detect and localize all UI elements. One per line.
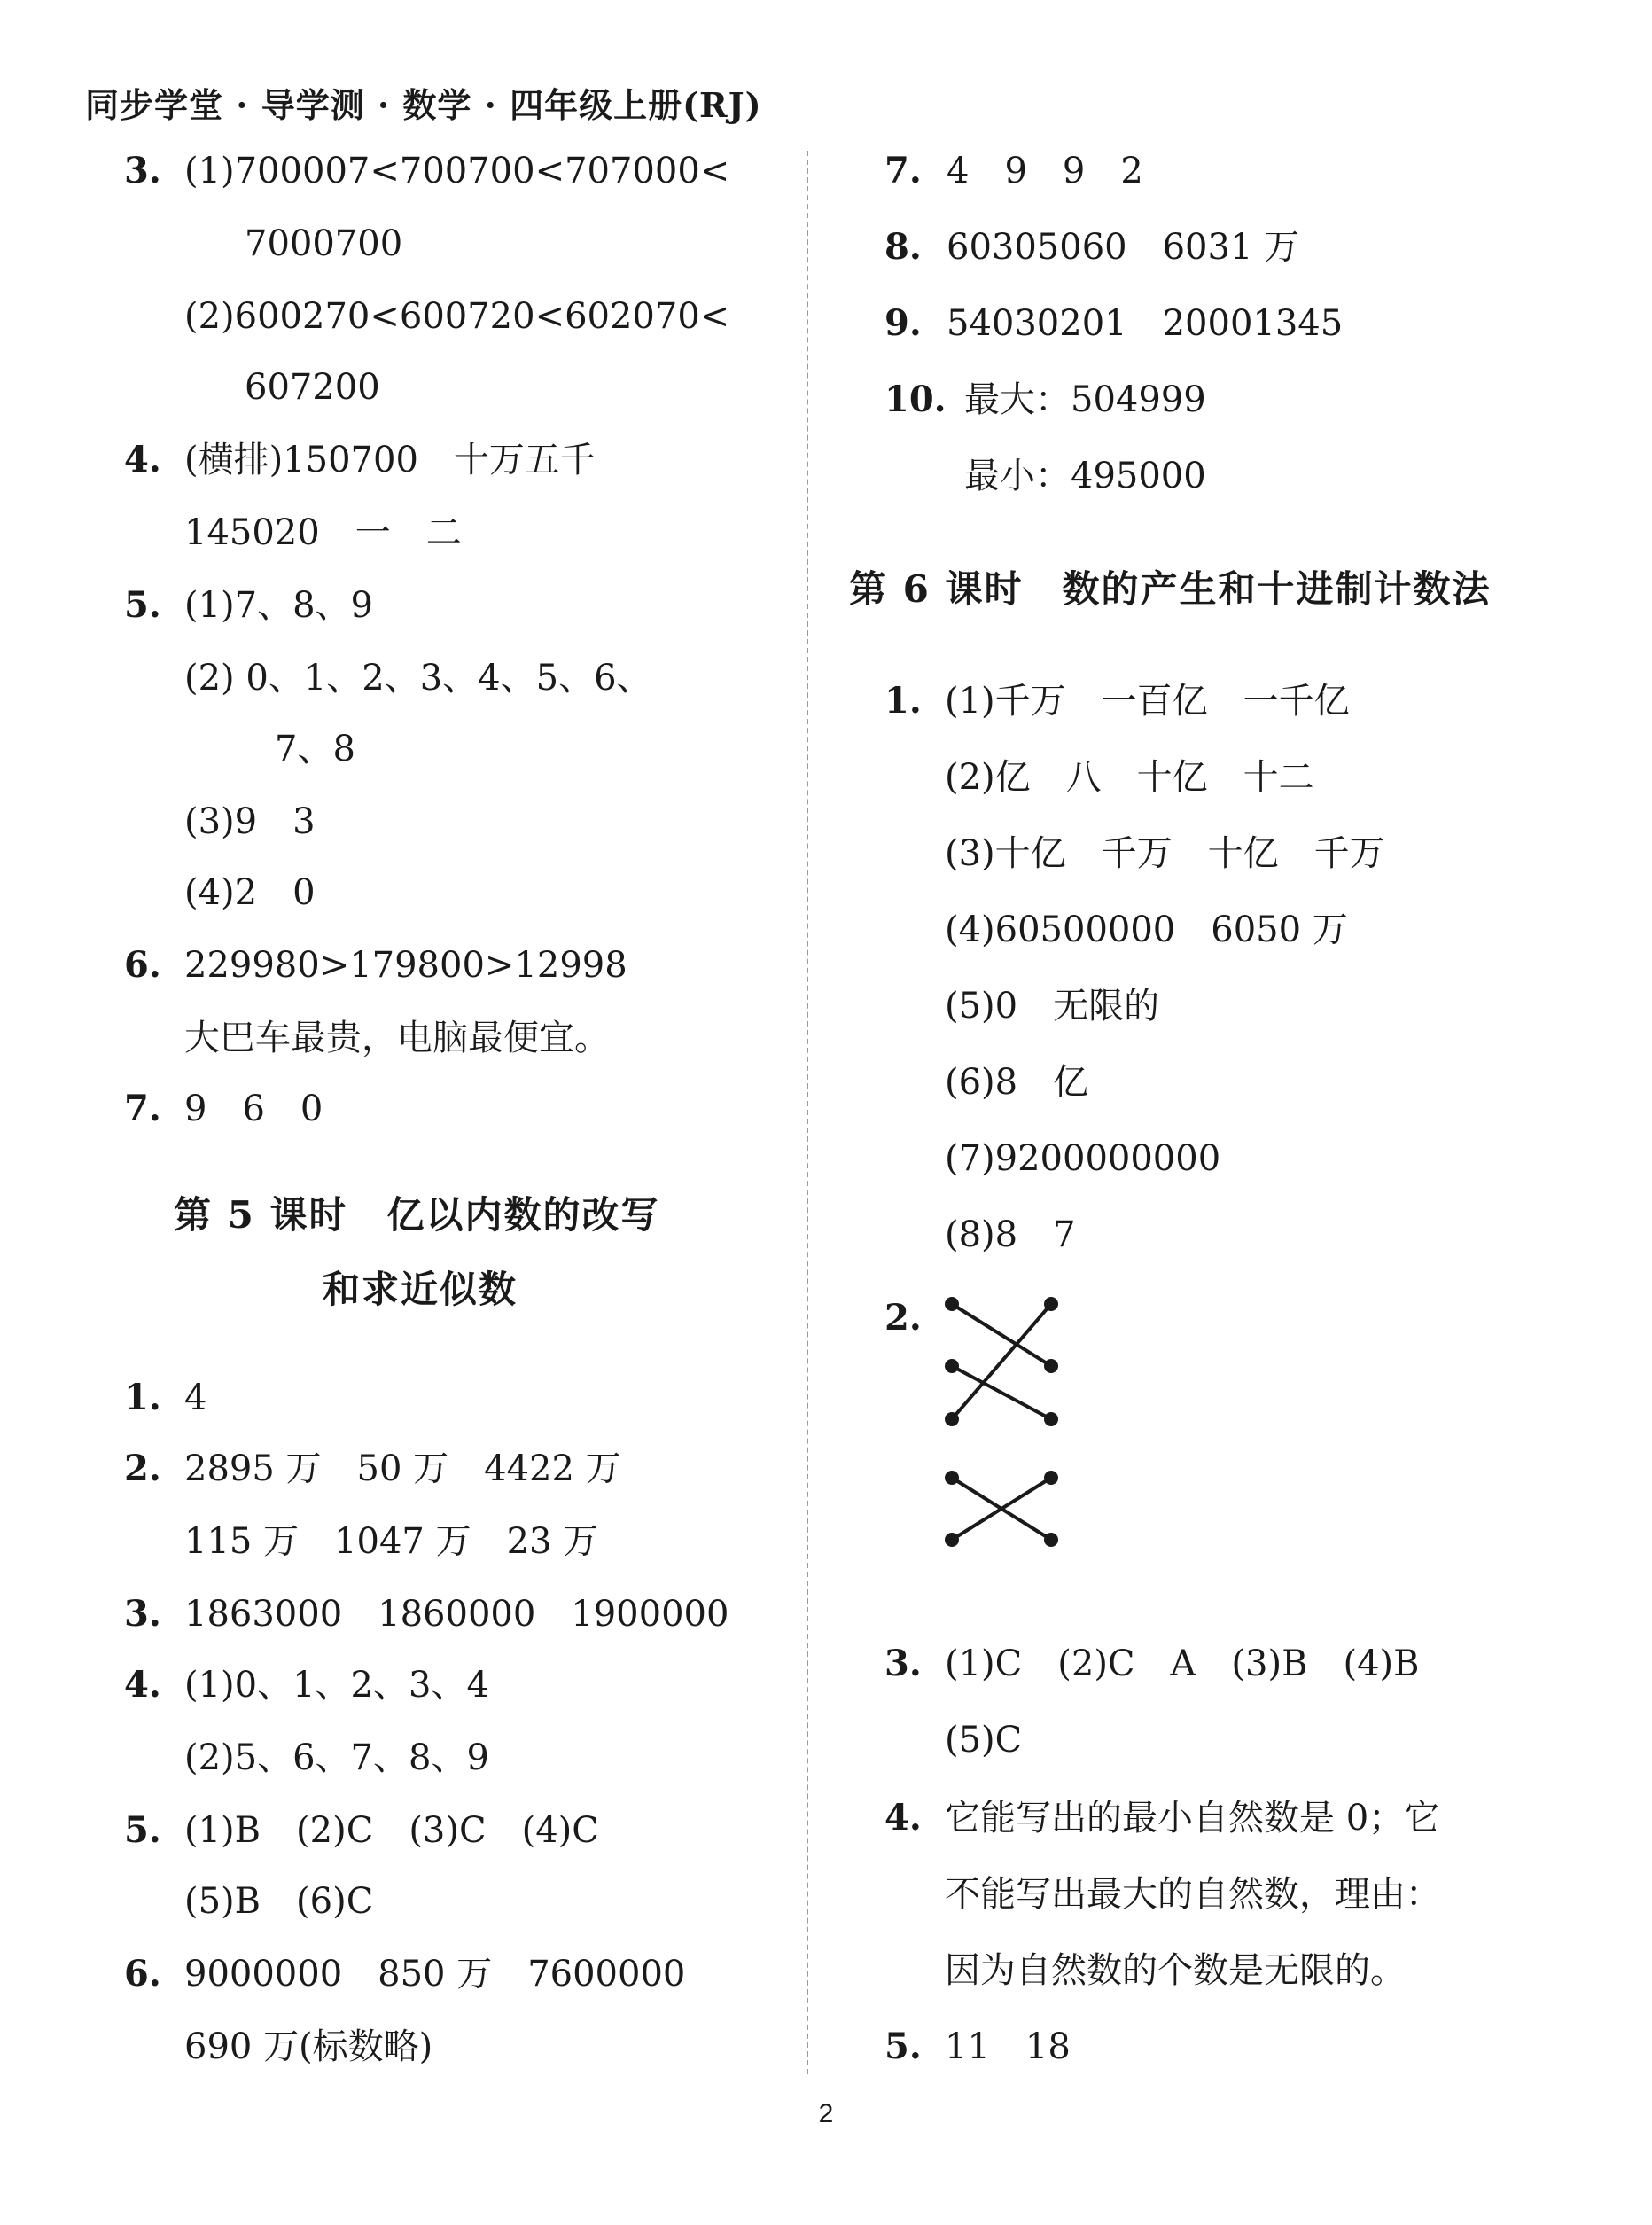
match-dot [945, 1412, 959, 1426]
answer-line: (1)C (2)C A (3)B (4)B [945, 1643, 1420, 1684]
answer-line: (8)8 7 [945, 1214, 1076, 1255]
answer-number: 9. [884, 302, 922, 344]
answer-line: 4 9 9 2 [947, 151, 1143, 191]
answer-number: 3. [124, 150, 161, 191]
answer-line: 它能写出的最小自然数是 0；它 [945, 1798, 1440, 1839]
answer-line: 607200 [245, 367, 380, 408]
answer-number: 6. [124, 944, 161, 986]
answer-number: 4. [124, 1664, 161, 1706]
page-number: 2 [818, 2099, 834, 2128]
answer-line: (2)亿 八 十亿 十二 [945, 757, 1314, 798]
section-title: 第 6 课时 数的产生和十进制计数法 [849, 567, 1492, 611]
match-dot [945, 1297, 959, 1311]
answer-line: (1)7、8、9 [184, 585, 374, 626]
answer-number: 6. [124, 1953, 161, 1995]
matching-lines-diagram [931, 1290, 1072, 1591]
answer-line: 690 万(标数略) [184, 2026, 433, 2067]
answer-line: 因为自然数的个数是无限的。 [945, 1950, 1406, 1991]
answer-number: 4. [124, 439, 161, 480]
answer-line: 最大：504999 [964, 379, 1206, 420]
answer-line: 大巴车最贵，电脑最便宜。 [184, 1018, 610, 1058]
match-line [952, 1304, 1051, 1419]
answer-line: (横排)150700 十万五千 [184, 440, 596, 480]
answer-line: (3)十亿 千万 十亿 千万 [945, 833, 1385, 874]
answer-line: (4)60500000 6050 万 [945, 910, 1348, 950]
answer-number: 3. [124, 1593, 161, 1635]
answer-line: (1)700007<700700<707000< [184, 151, 730, 191]
answer-line: (1)0、1、2、3、4 [184, 1665, 489, 1706]
answer-line: (2)600270<600720<602070< [184, 296, 730, 337]
match-dot [1044, 1412, 1058, 1426]
answer-line: 115 万 1047 万 23 万 [184, 1521, 599, 1562]
answer-line: (7)9200000000 [945, 1138, 1221, 1179]
answer-number: 3. [884, 1643, 922, 1684]
answer-number: 5. [884, 2026, 922, 2067]
answer-line: 229980>179800>12998 [184, 945, 627, 986]
answer-number: 8. [884, 226, 922, 268]
answer-line: 11 18 [945, 2026, 1071, 2067]
answer-line: (2)5、6、7、8、9 [184, 1737, 489, 1778]
answer-line: 9000000 850 万 7600000 [184, 1954, 686, 1995]
answer-number: 5. [124, 1809, 161, 1851]
answer-line: 7000700 [245, 223, 403, 264]
answer-number: 2. [884, 1297, 922, 1339]
answer-line: 1863000 1860000 1900000 [184, 1594, 729, 1635]
page-header: 同步学堂 · 导学测 · 数学 · 四年级上册(RJ) [85, 85, 762, 125]
match-dot [945, 1359, 959, 1373]
answer-line: 不能写出最大的自然数，理由： [945, 1874, 1441, 1915]
answer-number: 1. [124, 1377, 161, 1418]
match-line [952, 1304, 1051, 1366]
answer-number: 1. [884, 680, 922, 722]
section-title: 第 5 课时 亿以内数的改写 [174, 1193, 660, 1237]
answer-line: 4 [184, 1378, 207, 1418]
answer-number: 4. [884, 1797, 922, 1839]
answer-line: (4)2 0 [184, 872, 316, 913]
answer-line: (1)B (2)C (3)C (4)C [184, 1810, 599, 1851]
answer-line: (5)C [945, 1720, 1023, 1760]
answer-line: (6)8 亿 [945, 1062, 1089, 1103]
answer-number: 10. [884, 379, 947, 420]
answer-line: 7、8 [275, 729, 355, 769]
answer-line: 54030201 20001345 [947, 303, 1344, 344]
answer-line: 2895 万 50 万 4422 万 [184, 1448, 621, 1489]
answer-number: 7. [884, 150, 922, 191]
match-dot [945, 1533, 959, 1547]
match-dot [1044, 1471, 1058, 1485]
match-dot [1044, 1533, 1058, 1547]
answer-number: 7. [124, 1088, 161, 1129]
answer-number: 2. [124, 1448, 161, 1489]
answer-number: 5. [124, 584, 161, 626]
answer-line: 9 6 0 [184, 1089, 323, 1129]
column-divider [807, 151, 808, 2074]
answer-line: 145020 一 二 [184, 512, 462, 553]
match-dot [945, 1471, 959, 1485]
answer-line: (5)B (6)C [184, 1881, 374, 1922]
answer-line: (2) 0、1、2、3、4、5、6、 [184, 658, 652, 699]
answer-line: 最小：495000 [964, 456, 1206, 496]
match-dot [1044, 1359, 1058, 1373]
answer-line: (3)9 3 [184, 801, 316, 842]
answer-line: (5)0 无限的 [945, 986, 1160, 1027]
section-title: 和求近似数 [323, 1268, 518, 1311]
answer-line: 60305060 6031 万 [947, 227, 1300, 268]
match-line [952, 1366, 1051, 1419]
match-dot [1044, 1297, 1058, 1311]
answer-line: (1)千万 一百亿 一千亿 [945, 681, 1350, 722]
